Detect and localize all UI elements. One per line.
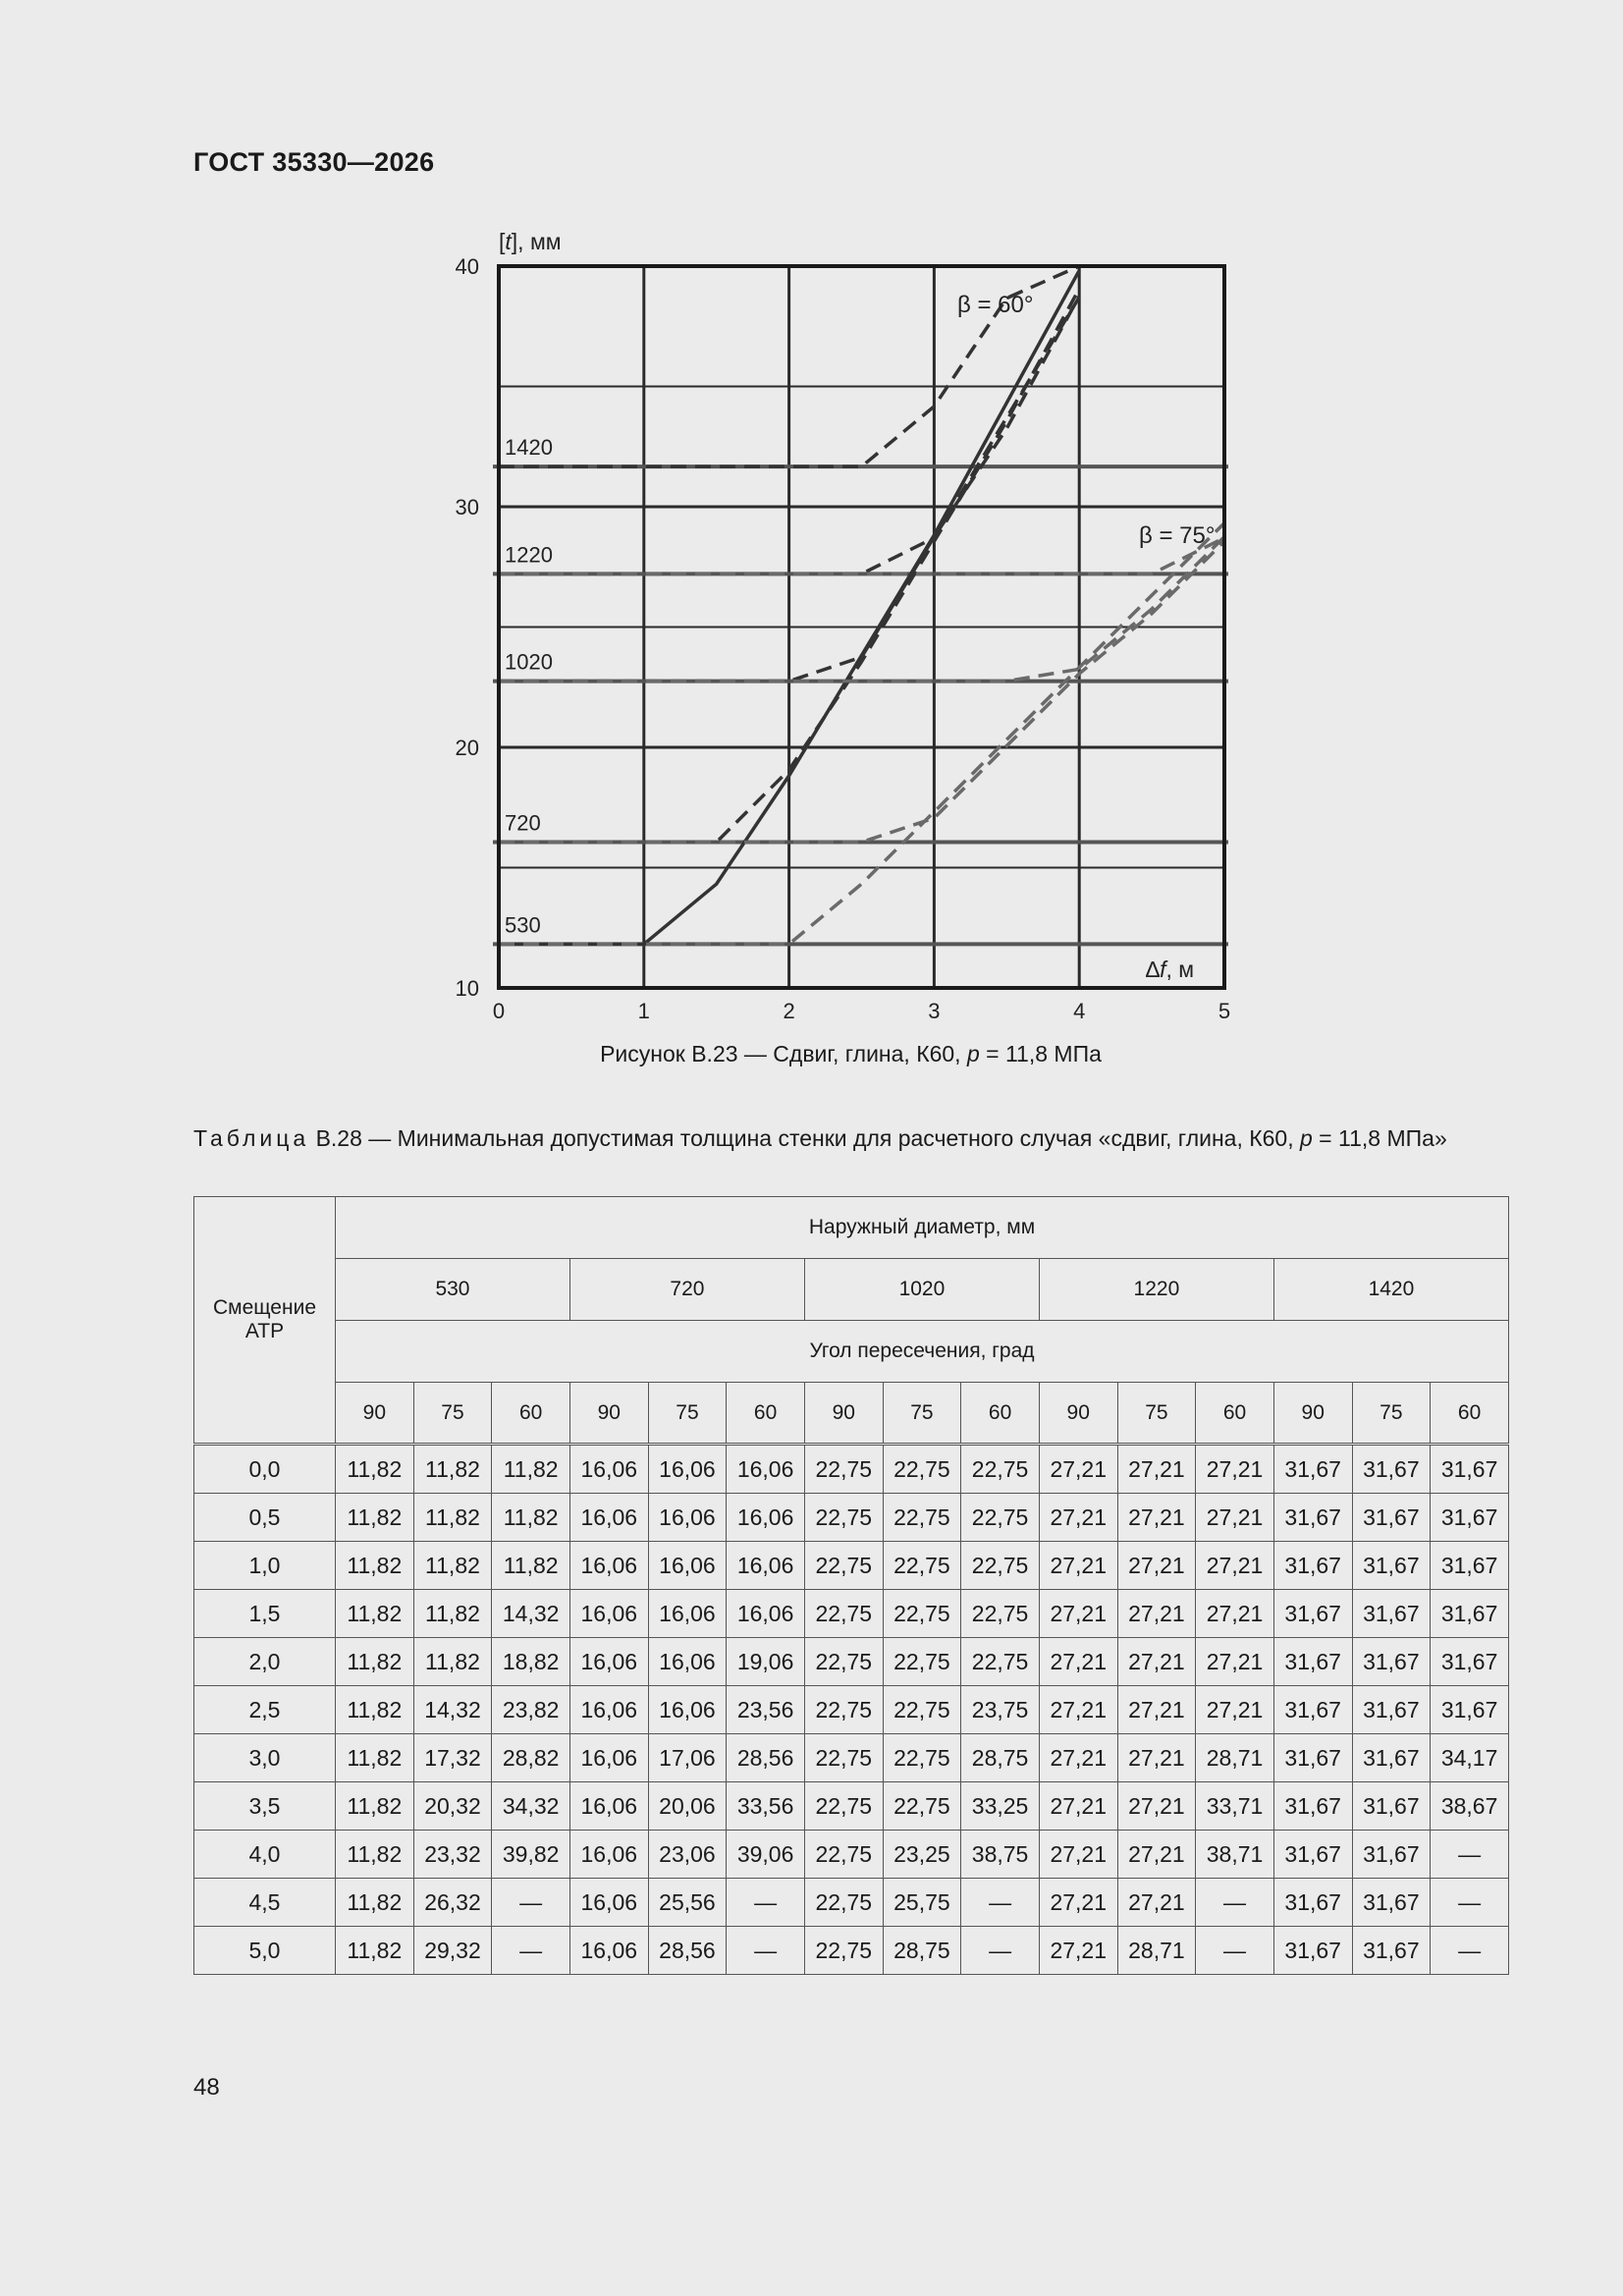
x-tick-label: 2 [783,999,795,1023]
thickness-cell: 33,56 [727,1782,805,1831]
thickness-cell: 28,75 [883,1927,961,1975]
angle-cell: 75 [413,1383,492,1445]
thickness-cell: 11,82 [336,1590,414,1638]
thickness-cell: 27,21 [1196,1542,1274,1590]
thickness-cell: 31,67 [1352,1686,1431,1734]
thickness-cell: 25,56 [648,1879,727,1927]
thickness-cell: 31,67 [1273,1445,1352,1494]
page-number: 48 [193,2074,220,2101]
thickness-cell: 11,82 [492,1494,570,1542]
figure-caption-var: p [966,1041,980,1066]
thickness-cell: 27,21 [1117,1734,1196,1782]
angle-cell: 75 [1117,1383,1196,1445]
thickness-cell: 22,75 [883,1494,961,1542]
diameter-row [194,1259,1509,1321]
thickness-cell: 22,75 [883,1638,961,1686]
thickness-cell: 19,06 [727,1638,805,1686]
series-line-9 [499,538,1224,574]
thickness-cell: 22,75 [804,1590,883,1638]
thickness-cell: 27,21 [1196,1638,1274,1686]
table-caption-suffix: = 11,8 МПа» [1312,1125,1447,1151]
thickness-cell: 11,82 [413,1494,492,1542]
thickness-cell: 22,75 [961,1445,1040,1494]
thickness-cell: 22,75 [804,1734,883,1782]
thickness-cell: 14,32 [413,1686,492,1734]
thickness-cell: 25,75 [883,1879,961,1927]
thickness-cell: 23,32 [413,1831,492,1879]
thickness-cell: 11,82 [336,1494,414,1542]
thickness-cell: — [727,1879,805,1927]
table-row [194,1686,1509,1734]
thickness-cell: 20,06 [648,1782,727,1831]
thickness-cell: 23,56 [727,1686,805,1734]
diameter-header-cell: Наружный диаметр, мм [336,1197,1509,1259]
thickness-cell: 22,75 [961,1542,1040,1590]
thickness-cell: 11,82 [492,1542,570,1590]
table-row [194,1782,1509,1831]
thickness-cell: 31,67 [1431,1686,1509,1734]
thickness-cell: 16,06 [569,1445,648,1494]
table-row [194,1927,1509,1975]
table-row [194,1590,1509,1638]
thickness-cell: 11,82 [492,1445,570,1494]
thickness-cell: 31,67 [1273,1734,1352,1782]
offset-cell: 4,0 [194,1831,336,1879]
table-caption [193,1124,1507,1152]
x-tick-label: 0 [492,999,506,1023]
offset-cell: 4,5 [194,1879,336,1927]
thickness-cell: 11,82 [336,1782,414,1831]
offset-cell: 2,0 [194,1638,336,1686]
thickness-cell: 23,75 [961,1686,1040,1734]
thickness-cell: 31,67 [1352,1445,1431,1494]
thickness-cell: 27,21 [1117,1831,1196,1879]
thickness-cell: 22,75 [883,1542,961,1590]
thickness-cell: 11,82 [336,1445,414,1494]
thickness-cell: 16,06 [569,1686,648,1734]
thickness-cell: 31,67 [1431,1542,1509,1590]
figure-caption-prefix: Рисунок В.23 — Сдвиг, глина, К60, [600,1041,967,1066]
table-row [194,1638,1509,1686]
thickness-cell: 16,06 [648,1590,727,1638]
y-tick-label: 30 [455,495,479,519]
thickness-cell: 27,21 [1039,1494,1117,1542]
thickness-cell: 27,21 [1039,1638,1117,1686]
thickness-cell: — [492,1927,570,1975]
thickness-cell: 31,67 [1352,1734,1431,1782]
x-axis-label: ∆f, м [1146,957,1195,982]
thickness-cell: 27,21 [1117,1879,1196,1927]
thickness-cell: 20,32 [413,1782,492,1831]
thickness-cell: 22,75 [804,1831,883,1879]
thickness-cell: 31,67 [1352,1831,1431,1879]
thickness-cell: 16,06 [569,1590,648,1638]
thickness-cell: 16,06 [569,1542,648,1590]
thickness-cell: 16,06 [569,1494,648,1542]
thickness-cell: 22,75 [883,1686,961,1734]
thickness-cell: 31,67 [1431,1590,1509,1638]
thickness-cell: 27,21 [1039,1734,1117,1782]
angle-cell: 60 [1196,1383,1274,1445]
thickness-cell: 22,75 [804,1494,883,1542]
reference-label-1420: 1420 [505,435,553,461]
thickness-cell: 11,82 [336,1831,414,1879]
thickness-cell: 29,32 [413,1927,492,1975]
angle-cell: 75 [883,1383,961,1445]
x-tick-label: 4 [1073,999,1086,1023]
table-body [194,1445,1509,1975]
angle-cell: 60 [1431,1383,1509,1445]
thickness-cell: — [1196,1879,1274,1927]
angle-row [194,1383,1509,1445]
document-header: ГОСТ 35330—2026 [193,147,435,177]
thickness-cell: 28,71 [1196,1734,1274,1782]
thickness-cell: 31,67 [1352,1638,1431,1686]
thickness-cell: 31,67 [1273,1590,1352,1638]
angle-cell: 90 [804,1383,883,1445]
thickness-cell: 11,82 [336,1638,414,1686]
row-header-cell: Смещение АТР [194,1197,336,1445]
thickness-cell: 14,32 [492,1590,570,1638]
thickness-cell: 27,21 [1117,1445,1196,1494]
table-row [194,1494,1509,1542]
thickness-cell: 31,67 [1273,1542,1352,1590]
thickness-cell: 22,75 [804,1927,883,1975]
thickness-cell: 31,67 [1431,1638,1509,1686]
thickness-cell: 31,67 [1352,1782,1431,1831]
diameter-cell-1220: 1220 [1039,1259,1273,1321]
thickness-cell: 27,21 [1039,1590,1117,1638]
thickness-cell: 11,82 [413,1638,492,1686]
thickness-cell: 11,82 [336,1927,414,1975]
table-caption-text: В.28 — Минимальная допустимая толщина стенки для расчетного случая «сдвиг, глина, К60, [309,1125,1300,1151]
thickness-cell: 31,67 [1352,1542,1431,1590]
x-tick-label: 3 [928,999,941,1023]
thickness-cell: 22,75 [883,1445,961,1494]
thickness-cell: — [492,1879,570,1927]
thickness-table [193,1196,1509,1975]
thickness-cell: 27,21 [1039,1445,1117,1494]
thickness-cell: 17,32 [413,1734,492,1782]
thickness-cell: 27,21 [1196,1590,1274,1638]
thickness-cell: — [727,1927,805,1975]
thickness-cell: — [1431,1927,1509,1975]
thickness-cell: 22,75 [883,1590,961,1638]
thickness-cell: 28,82 [492,1734,570,1782]
table-row [194,1734,1509,1782]
thickness-cell: 16,06 [569,1927,648,1975]
annotation-beta-75: β = 75° [1139,522,1216,549]
thickness-cell: 27,21 [1039,1782,1117,1831]
thickness-cell: 28,71 [1117,1927,1196,1975]
thickness-cell: 33,71 [1196,1782,1274,1831]
x-tick-label: 1 [637,999,650,1023]
thickness-cell: 16,06 [727,1542,805,1590]
thickness-cell: 17,06 [648,1734,727,1782]
thickness-cell: 11,82 [413,1542,492,1590]
thickness-cell: 39,82 [492,1831,570,1879]
thickness-cell: 22,75 [804,1445,883,1494]
diameter-cell-1420: 1420 [1273,1259,1508,1321]
thickness-cell: 16,06 [648,1638,727,1686]
annotation-beta-60: β = 60° [957,292,1034,318]
thickness-cell: 16,06 [569,1782,648,1831]
thickness-cell: 27,21 [1117,1590,1196,1638]
thickness-cell: 31,67 [1273,1494,1352,1542]
table-caption-var: p [1300,1125,1313,1151]
reference-label-720: 720 [505,810,541,836]
thickness-cell: 31,67 [1273,1879,1352,1927]
thickness-cell: 27,21 [1117,1542,1196,1590]
thickness-cell: 31,67 [1352,1494,1431,1542]
offset-cell: 3,5 [194,1782,336,1831]
offset-cell: 2,5 [194,1686,336,1734]
angle-cell: 75 [648,1383,727,1445]
thickness-cell: 23,82 [492,1686,570,1734]
thickness-cell: 22,75 [804,1638,883,1686]
thickness-cell: 31,67 [1352,1927,1431,1975]
thickness-cell: 16,06 [648,1686,727,1734]
thickness-cell: 31,67 [1273,1686,1352,1734]
thickness-cell: 16,06 [569,1879,648,1927]
thickness-cell: 16,06 [648,1445,727,1494]
table-row [194,1831,1509,1879]
thickness-cell: — [1431,1831,1509,1879]
thickness-cell: 27,21 [1039,1686,1117,1734]
thickness-cell: 27,21 [1039,1927,1117,1975]
thickness-cell: 27,21 [1196,1686,1274,1734]
thickness-cell: 39,06 [727,1831,805,1879]
thickness-cell: 34,32 [492,1782,570,1831]
thickness-cell: 27,21 [1117,1686,1196,1734]
thickness-cell: — [961,1879,1040,1927]
table-row [194,1879,1509,1927]
thickness-cell: 16,06 [727,1494,805,1542]
thickness-cell: 11,82 [413,1445,492,1494]
reference-label-530: 530 [505,912,541,938]
thickness-cell: 27,21 [1117,1494,1196,1542]
thickness-cell: 22,75 [804,1879,883,1927]
thickness-cell: 34,17 [1431,1734,1509,1782]
series-line-6 [499,523,1224,945]
thickness-cell: 22,75 [883,1782,961,1831]
angle-cell: 90 [569,1383,648,1445]
thickness-cell: 33,25 [961,1782,1040,1831]
thickness-cell: 22,75 [961,1590,1040,1638]
thickness-cell: — [961,1927,1040,1975]
thickness-cell: 18,82 [492,1638,570,1686]
thickness-cell: 22,75 [804,1782,883,1831]
thickness-cell: 31,67 [1273,1927,1352,1975]
thickness-cell: 31,67 [1273,1831,1352,1879]
diameter-cell-530: 530 [336,1259,570,1321]
chart-grid [499,266,1224,988]
thickness-cell: 27,21 [1117,1782,1196,1831]
thickness-cell: 31,67 [1273,1782,1352,1831]
thickness-cell: 27,21 [1196,1494,1274,1542]
thickness-cell: 16,06 [727,1445,805,1494]
thickness-cell: 16,06 [727,1590,805,1638]
x-tick-label: 5 [1217,999,1231,1023]
thickness-cell: 31,67 [1431,1445,1509,1494]
table-row [194,1542,1509,1590]
thickness-cell: 11,82 [336,1686,414,1734]
table-caption-word: Таблица [193,1125,310,1151]
y-tick-label: 40 [455,254,479,279]
thickness-cell: 27,21 [1039,1831,1117,1879]
y-tick-label: 20 [455,736,479,760]
thickness-cell: 27,21 [1196,1445,1274,1494]
thickness-cell: — [1431,1879,1509,1927]
offset-cell: 0,0 [194,1445,336,1494]
thickness-cell: 38,75 [961,1831,1040,1879]
reference-label-1220: 1220 [505,542,553,568]
angle-cell: 60 [492,1383,570,1445]
offset-cell: 5,0 [194,1927,336,1975]
table-row [194,1445,1509,1494]
thickness-cell: 23,25 [883,1831,961,1879]
thickness-cell: 28,56 [727,1734,805,1782]
thickness-cell: 16,06 [648,1494,727,1542]
thickness-cell: 16,06 [569,1831,648,1879]
thickness-cell: 22,75 [804,1686,883,1734]
thickness-cell: 22,75 [961,1494,1040,1542]
thickness-cell: 22,75 [804,1542,883,1590]
angle-cell: 90 [1273,1383,1352,1445]
chart [0,0,1623,1080]
y-tick-label: 10 [455,976,479,1001]
thickness-cell: — [1196,1927,1274,1975]
thickness-cell: 27,21 [1039,1879,1117,1927]
angle-cell: 60 [727,1383,805,1445]
angle-cell: 75 [1352,1383,1431,1445]
thickness-cell: 11,82 [336,1879,414,1927]
thickness-cell: 22,75 [883,1734,961,1782]
thickness-cell: 26,32 [413,1879,492,1927]
y-axis-label: [t], мм [499,229,562,254]
angle-cell: 90 [336,1383,414,1445]
thickness-cell: 28,75 [961,1734,1040,1782]
thickness-cell: 22,75 [961,1638,1040,1686]
offset-cell: 1,5 [194,1590,336,1638]
offset-cell: 3,0 [194,1734,336,1782]
series-line-7 [499,541,1224,842]
figure-caption-suffix: = 11,8 МПа [979,1041,1102,1066]
angle-header-cell: Угол пересечения, град [336,1321,1509,1383]
thickness-cell: 16,06 [569,1638,648,1686]
angle-cell: 90 [1039,1383,1117,1445]
figure-caption [0,1041,1623,1067]
thickness-cell: 16,06 [648,1542,727,1590]
offset-cell: 1,0 [194,1542,336,1590]
thickness-cell: 31,67 [1352,1590,1431,1638]
thickness-cell: 27,21 [1039,1542,1117,1590]
diameter-cell-720: 720 [569,1259,804,1321]
angle-cell: 60 [961,1383,1040,1445]
thickness-cell: 16,06 [569,1734,648,1782]
thickness-cell: 38,67 [1431,1782,1509,1831]
thickness-cell: 28,56 [648,1927,727,1975]
thickness-cell: 11,82 [336,1734,414,1782]
thickness-cell: 31,67 [1273,1638,1352,1686]
thickness-cell: 27,21 [1117,1638,1196,1686]
thickness-cell: 23,06 [648,1831,727,1879]
thickness-cell: 31,67 [1431,1494,1509,1542]
offset-cell: 0,5 [194,1494,336,1542]
reference-label-1020: 1020 [505,649,553,675]
thickness-cell: 31,67 [1352,1879,1431,1927]
thickness-cell: 11,82 [336,1542,414,1590]
thickness-cell: 38,71 [1196,1831,1274,1879]
thickness-cell: 11,82 [413,1590,492,1638]
diameter-cell-1020: 1020 [804,1259,1039,1321]
